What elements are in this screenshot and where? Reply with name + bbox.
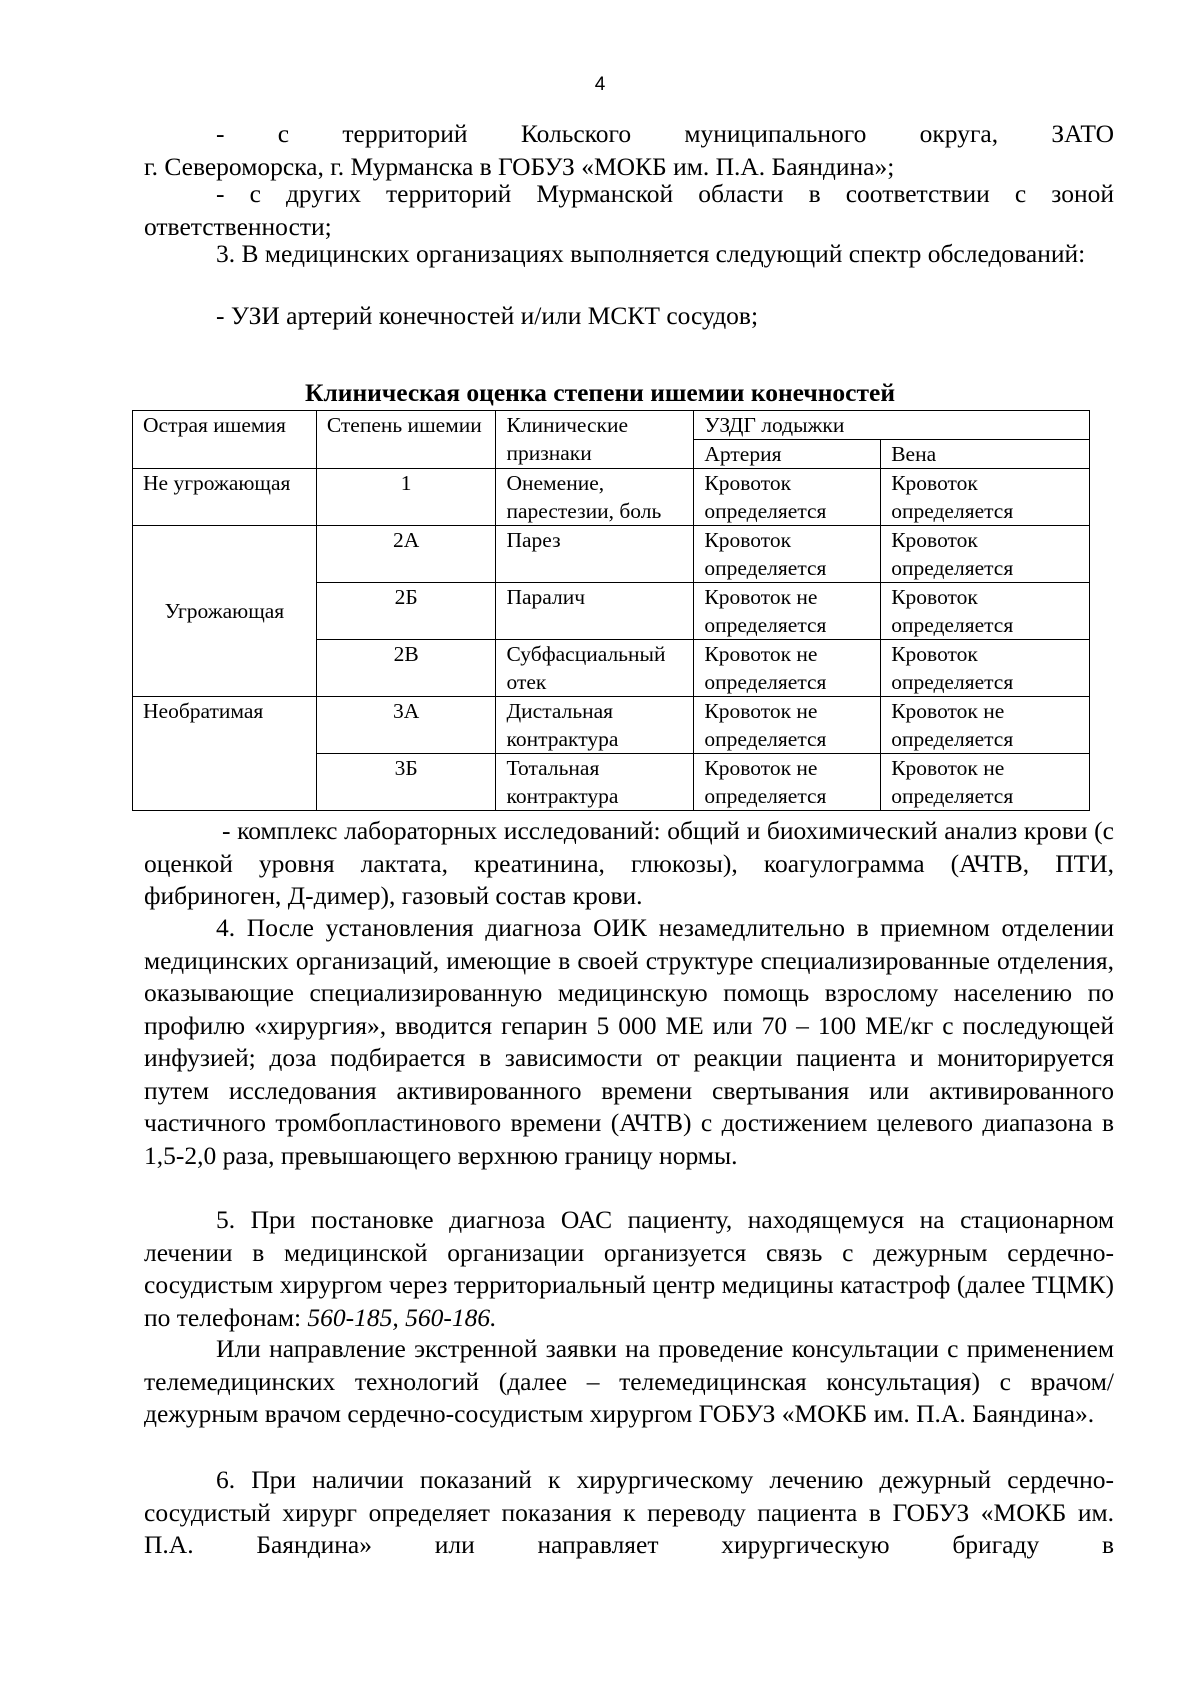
artery-cell: Кровоток не определяется: [694, 583, 881, 640]
paragraph-uzi: - УЗИ артерий конечностей и/или МСКТ сосудов;: [216, 301, 759, 330]
vein-cell: Кровоток определяется: [881, 583, 1090, 640]
header-acute: Острая ишемия: [133, 411, 317, 469]
degree-cell: 2Б: [316, 583, 496, 640]
ischemia-table: [132, 410, 1090, 811]
degree-cell: 3Б: [316, 754, 496, 811]
artery-cell: Кровоток определяется: [694, 469, 881, 526]
page-number: 4: [594, 74, 606, 95]
vein-cell: Кровоток определяется: [881, 526, 1090, 583]
paragraph-kola-territories: [144, 118, 1114, 183]
paragraph-line: г. Североморска, г. Мурманска в ГОБУЗ «МОКБ им. П.А. Баяндина»;: [144, 151, 895, 181]
header-degree: Степень ишемии: [316, 411, 496, 469]
vein-cell: Кровоток определяется: [881, 469, 1090, 526]
paragraph-3: 3. В медицинских организациях выполняется следующий спектр обследований:: [216, 239, 1086, 268]
paragraph-telemed: Или направление экстренной заявки на проведение консультации с применением телемедицинских технологий (далее – телемедицинская консультация) с врачом/дежурным врачом сердечно-сосудистым хирургом ГОБУЗ «МОКБ им. П.А. Баяндина».: [144, 1334, 1114, 1428]
table-row: [133, 469, 1090, 526]
header-uzdg: УЗДГ лодыжки: [694, 411, 1090, 440]
table-row: [133, 526, 1090, 583]
group-irreversible: Необратимая: [133, 697, 317, 811]
signs-cell: Тотальная контрактура: [496, 754, 694, 811]
artery-cell: Кровоток не определяется: [694, 754, 881, 811]
signs-cell: Онемение, парестезии, боль: [496, 469, 694, 526]
header-signs: Клинические признаки: [496, 411, 694, 469]
vein-cell: Кровоток не определяется: [881, 754, 1090, 811]
signs-cell: Паралич: [496, 583, 694, 640]
group-not-threatening: Не угрожающая: [133, 469, 317, 526]
paragraph-other-territories: - с других территорий Мурманской области в соответствии с зоной ответственности;: [144, 179, 1114, 241]
phone-numbers: 560-185, 560-186.: [307, 1302, 497, 1332]
artery-cell: Кровоток не определяется: [694, 640, 881, 697]
header-artery: Артерия: [694, 440, 881, 469]
degree-cell: 3А: [316, 697, 496, 754]
paragraph-5: 5. При постановке диагноза ОАС пациенту, находящемуся на стационарном лечении в медицинской организации организуется связь с дежурным сердечно-сосудистым хирургом через территориальный центр медицины катастроф (далее ТЦМК) по телефонам: 560-185, 560-186.: [144, 1205, 1114, 1332]
artery-cell: Кровоток не определяется: [694, 697, 881, 754]
degree-cell: 2В: [316, 640, 496, 697]
group-threatening: Угрожающая: [133, 526, 317, 697]
table-header-row: [133, 411, 1090, 440]
paragraph-6: 6. При наличии показаний к хирургическому лечению дежурный сердечно-сосудистый хирург определяет показания к переводу пациента в ГОБУЗ «МОКБ им. П.А. Баяндина» или направляет хирургическую бригаду в: [144, 1465, 1114, 1559]
degree-cell: 2А: [316, 526, 496, 583]
table-row: [133, 697, 1090, 754]
vein-cell: Кровоток определяется: [881, 640, 1090, 697]
artery-cell: Кровоток определяется: [694, 526, 881, 583]
paragraph-4: 4. После установления диагноза ОИК незамедлительно в приемном отделении медицинских организаций, имеющие в своей структуре специализированные отделения, оказывающие специализированную медицинскую помощь взрослому населению по профилю «хирургия», вводится гепарин 5 000 МЕ или 70 – 100 МЕ/кг с последующей инфузией; доза подбирается в зависимости от реакции пациента и мониторируется путем исследования активированного времени свертывания или активированного частичного тромбопластинового времени (АЧТВ) с достижением целевого диапазона в 1,5-2,0 раза, превышающего верхнюю границу нормы.: [144, 913, 1114, 1170]
paragraph-lab-tests: - комплекс лабораторных исследований: общий и биохимический анализ крови (с оценкой уровня лактата, креатинина, глюкозы), коагулограмма (АЧТВ, ПТИ, фибриноген, Д-димер), газовый состав крови.: [144, 816, 1114, 910]
vein-cell: Кровоток не определяется: [881, 697, 1090, 754]
degree-cell: 1: [316, 469, 496, 526]
signs-cell: Парез: [496, 526, 694, 583]
table-caption: Клиническая оценка степени ишемии конечностей: [304, 378, 896, 407]
header-vein: Вена: [881, 440, 1090, 469]
paragraph-line: - с территорий Кольского муниципального округа, ЗАТО: [216, 119, 1114, 148]
signs-cell: Дистальная контрактура: [496, 697, 694, 754]
signs-cell: Субфасциальный отек: [496, 640, 694, 697]
